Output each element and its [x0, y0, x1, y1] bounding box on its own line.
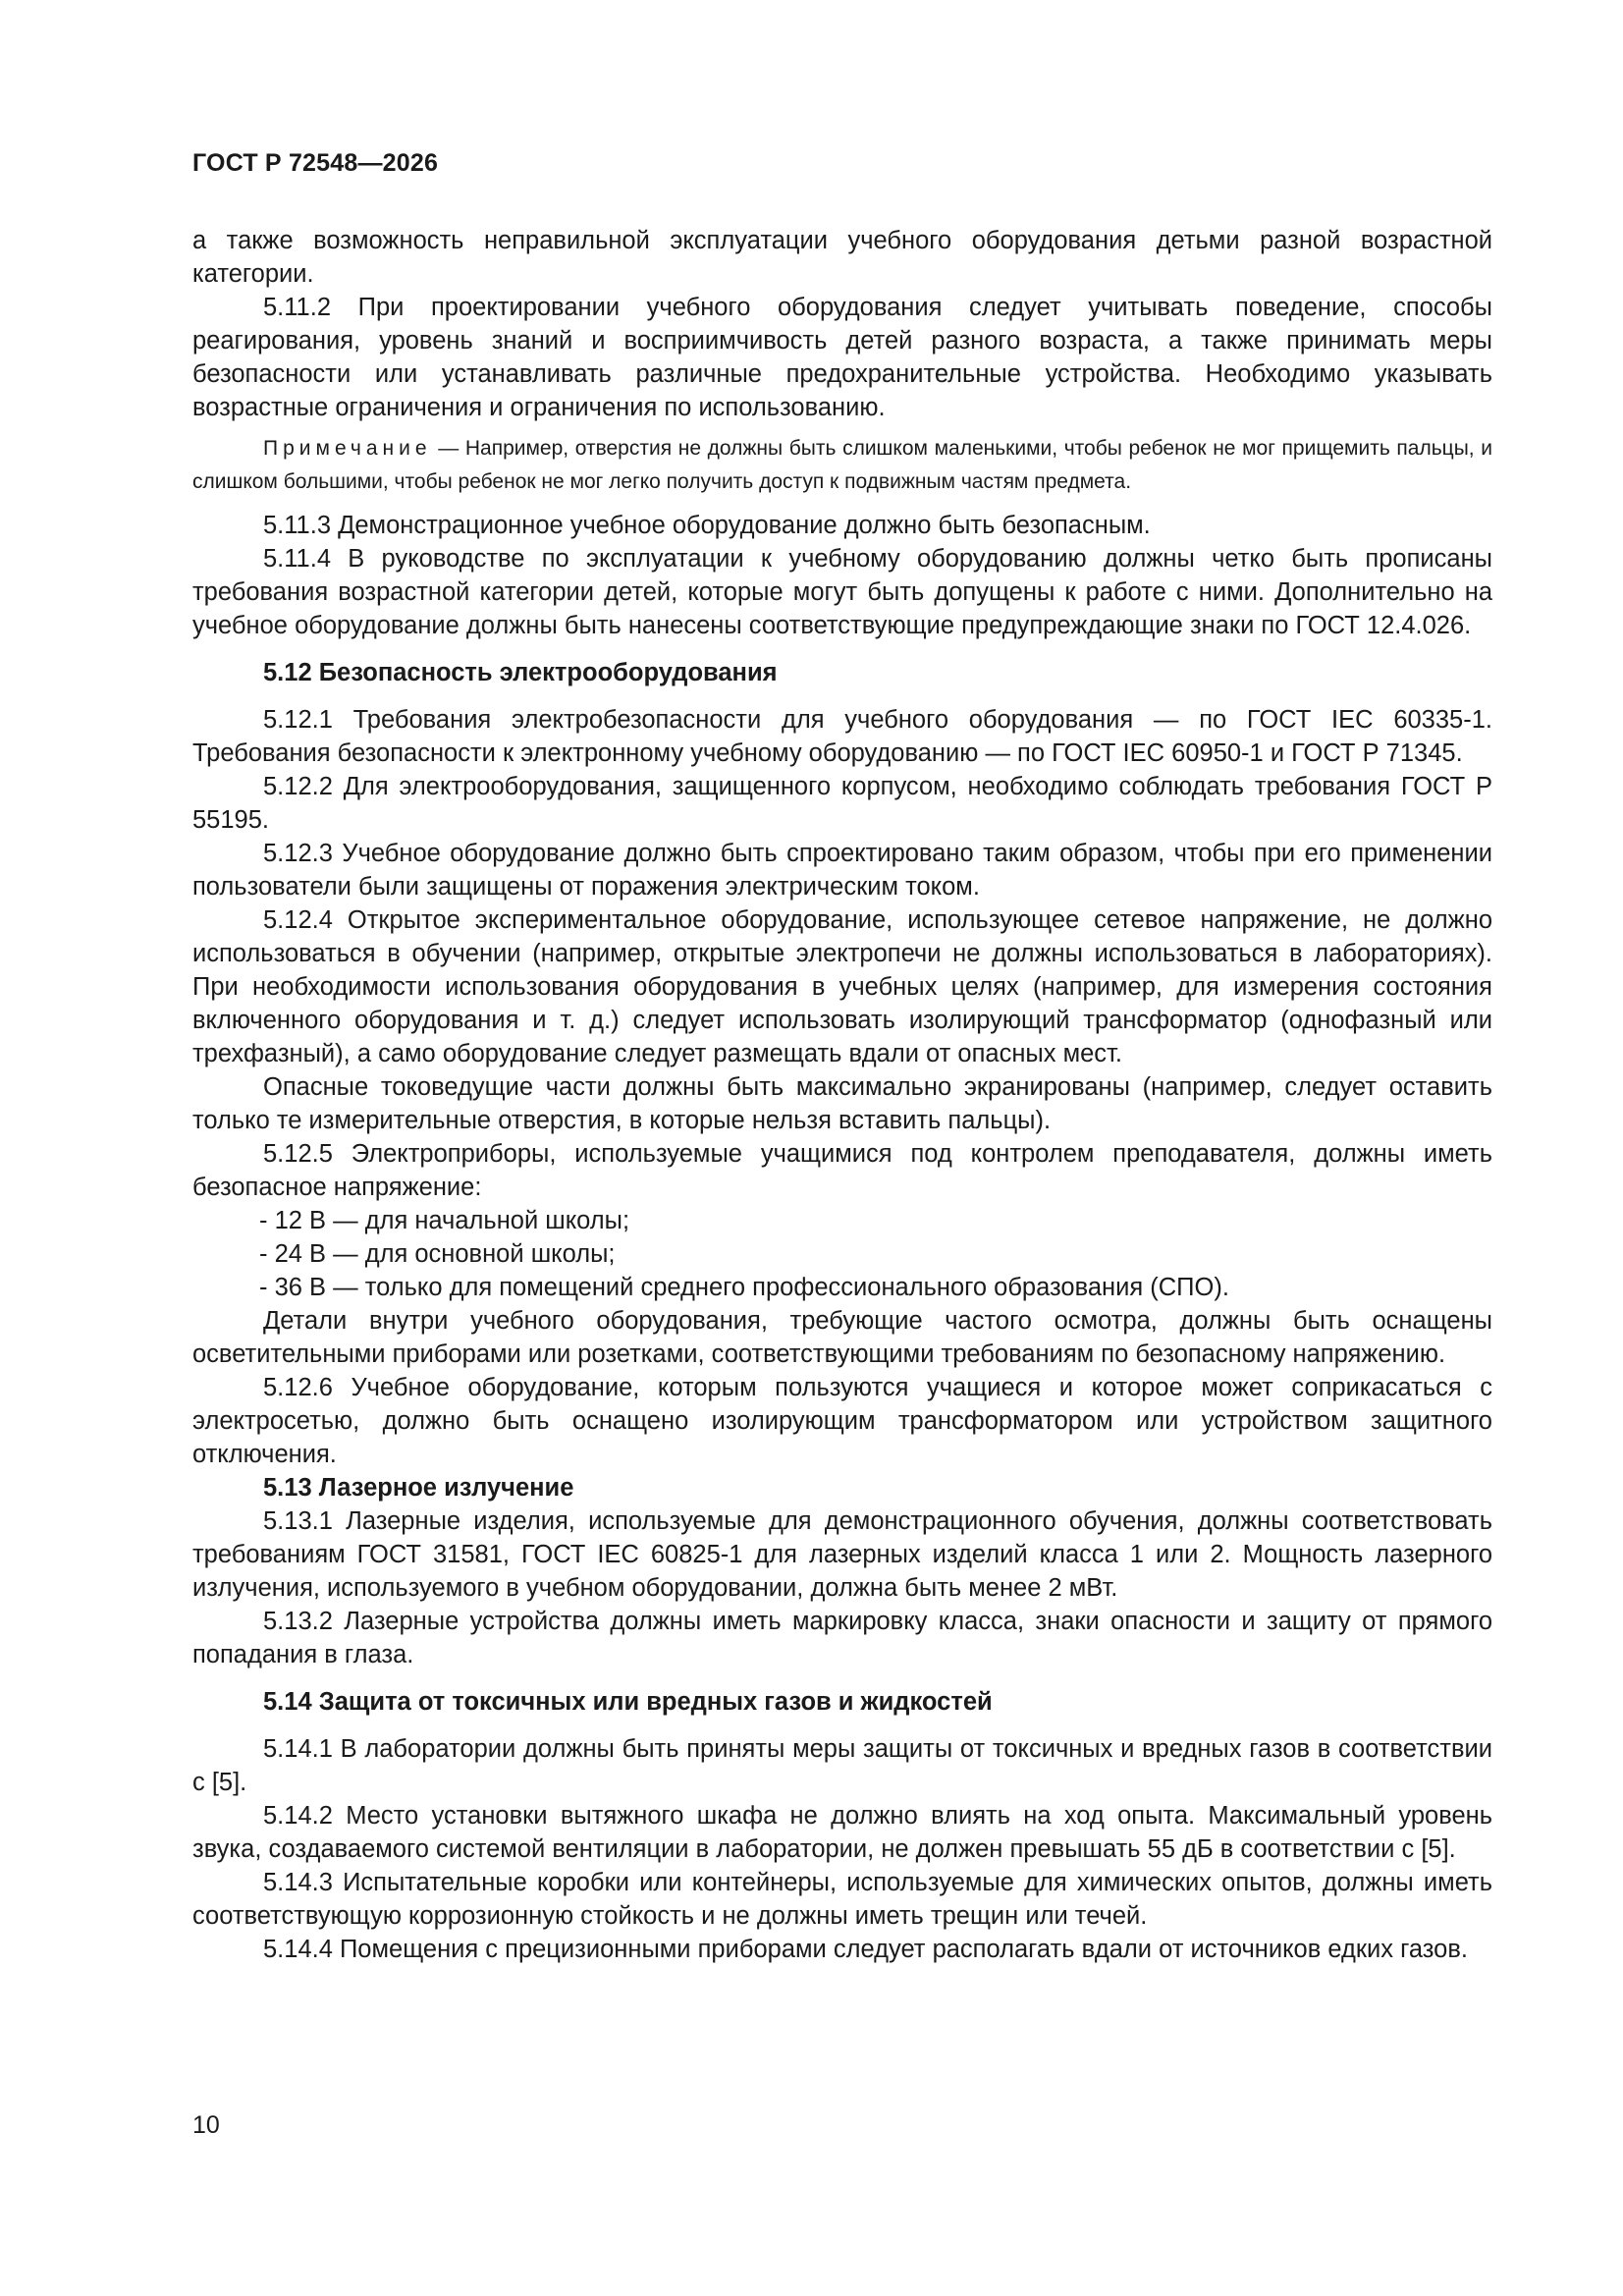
list-item: - 12 В — для начальной школы; — [259, 1207, 630, 1234]
paragraph-5-12-6: 5.12.6 Учебное оборудование, которым пользуются учащиеся и которое может соприкасаться с электросетью, должно быть оснащено изолирующим трансформатором или устройством защитного отключения. — [192, 1374, 1492, 1468]
paragraph-inspection-parts: Детали внутри учебного оборудования, требующие частого осмотра, должны быть оснащены осветительными приборами или розетками, соответствующими требованиям по безопасному напряжению. — [192, 1307, 1492, 1368]
page-number: 10 — [192, 2111, 220, 2139]
document-id-header: ГОСТ Р 72548—2026 — [192, 149, 439, 177]
paragraph-5-13-1: 5.13.1 Лазерные изделия, используемые для демонстрационного обучения, должны соответствовать требованиям ГОСТ 31581, ГОСТ IEC 60825-1 для лазерных изделий класса 1 или 2. Мощность лазерного излучения, используемого в учебном оборудовании, должна быть менее 2 мВт. — [192, 1507, 1492, 1602]
paragraph-5-11-3: 5.11.3 Демонстрационное учебное оборудование должно быть безопасным. — [263, 512, 1151, 539]
paragraph-5-12-2: 5.12.2 Для электрооборудования, защищенного корпусом, необходимо соблюдать требования ГОСТ Р 55195. — [192, 773, 1492, 834]
paragraph-5-12-3: 5.12.3 Учебное оборудование должно быть спроектировано таким образом, чтобы при его применении пользователи были защищены от поражения электрическим током. — [192, 840, 1492, 901]
paragraph-5-11-2: 5.11.2 При проектировании учебного оборудования следует учитывать поведение, способы реагирования, уровень знаний и восприимчивость детей разного возраста, а также принимать меры безопасности или устанавливать различные предохранительные устройства. Необходимо указывать возрастные ограничения и ограничения по использованию. — [192, 294, 1492, 421]
paragraph-hazard-parts: Опасные токоведущие части должны быть максимально экранированы (например, следует оставить только те измерительные отверстия, в которые нельзя вставить пальцы). — [192, 1073, 1492, 1134]
paragraph-5-12-5: 5.12.5 Электроприборы, используемые учащимися под контролем преподавателя, должны иметь безопасное напряжение: — [192, 1140, 1492, 1201]
paragraph-5-14-1: 5.14.1 В лаборатории должны быть приняты меры защиты от токсичных и вредных газов в соответствии с [5]. — [192, 1735, 1492, 1796]
paragraph-5-12-4: 5.12.4 Открытое экспериментальное оборудование, использующее сетевое напряжение, не должно использоваться в обучении (например, открытые электропечи не должны использоваться в лабораториях). При необходимости использования оборудования в учебных целях (например, для измерения состояния включенного оборудования и т. д.) следует использовать изолирующий трансформатор (однофазный или трехфазный), а само оборудование следует размещать вдали от опасных мест. — [192, 906, 1492, 1067]
note-text: — Например, отверстия не должны быть слишком маленькими, чтобы ребенок не мог прищемить пальцы, и слишком большими, чтобы ребенок не мог легко получить доступ к подвижным частям предмета. — [192, 437, 1492, 493]
paragraph-5-12-1: 5.12.1 Требования электробезопасности для учебного оборудования — по ГОСТ IEC 60335-1. Требования безопасности к электронному учебному оборудованию — по ГОСТ IEC 60950-1 и ГОСТ Р 71345. — [192, 706, 1492, 767]
note — [192, 432, 1492, 499]
list-item: - 24 В — для основной школы; — [259, 1240, 616, 1268]
section-heading-5-12: 5.12 Безопасность электрооборудования — [263, 659, 778, 686]
section-heading-5-14: 5.14 Защита от токсичных или вредных газов и жидкостей — [263, 1688, 993, 1716]
note-label: Примечание — [263, 437, 432, 460]
document-body — [192, 224, 1492, 1966]
paragraph-5-14-2: 5.14.2 Место установки вытяжного шкафа не должно влиять на ход опыта. Максимальный уровень звука, создаваемого системой вентиляции в лаборатории, не должен превышать 55 дБ в соответствии с [5]. — [192, 1802, 1492, 1863]
paragraph-5-14-4: 5.14.4 Помещения с прецизионными приборами следует располагать вдали от источников едких газов. — [263, 1936, 1468, 1963]
paragraph-5-11-4: 5.11.4 В руководстве по эксплуатации к учебному оборудованию должны четко быть прописаны требования возрастной категории детей, которые могут быть допущены к работе с ними. Дополнительно на учебное оборудование должны быть нанесены соответствующие предупреждающие знаки по ГОСТ 12.4.026. — [192, 545, 1492, 639]
paragraph-continuation: а также возможность неправильной эксплуатации учебного оборудования детьми разной возрастной категории. — [192, 227, 1492, 288]
list-item: - 36 В — только для помещений среднего профессионального образования (СПО). — [259, 1274, 1229, 1301]
paragraph-5-14-3: 5.14.3 Испытательные коробки или контейнеры, используемые для химических опытов, должны иметь соответствующую коррозионную стойкость и не должны иметь трещин или течей. — [192, 1869, 1492, 1930]
paragraph-5-13-2: 5.13.2 Лазерные устройства должны иметь маркировку класса, знаки опасности и защиту от прямого попадания в глаза. — [192, 1608, 1492, 1668]
section-heading-5-13: 5.13 Лазерное излучение — [263, 1474, 574, 1502]
